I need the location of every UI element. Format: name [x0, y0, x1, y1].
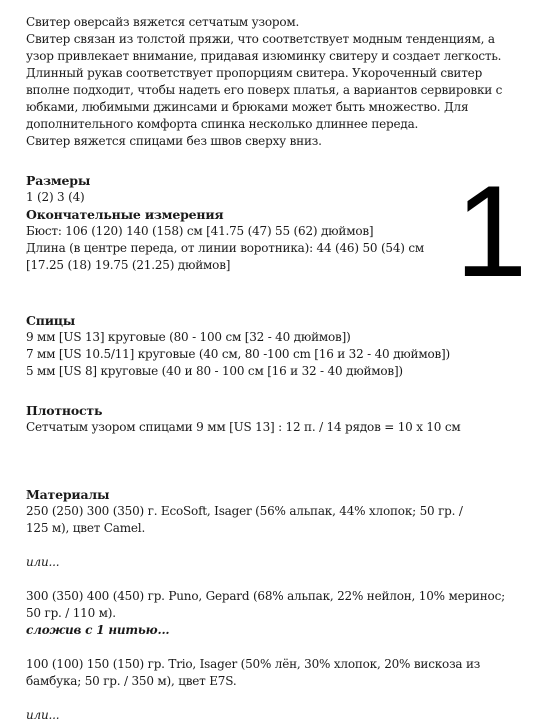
intro-line: Свитер вяжется спицами без швов сверху вниз. [26, 134, 322, 148]
gauge-section [26, 402, 536, 436]
material-option-3-cont: бамбука; 50 гр. / 350 м), цвет E7S. [26, 674, 237, 688]
sizes-heading: Размеры [26, 173, 91, 188]
page-number: 1 [455, 158, 528, 304]
intro-paragraph [26, 14, 536, 150]
needle-item: 9 мм [US 13] круговые (80 - 100 см [32 - 40 дюймов]) [26, 330, 351, 344]
gauge-heading: Плотность [26, 403, 103, 418]
needle-item: 5 мм [US 8] круговые (40 и 80 - 100 см [16 и 32 - 40 дюймов]) [26, 364, 403, 378]
material-option-2-cont: 50 гр. / 110 м). [26, 606, 116, 620]
material-option-2: 300 (350) 400 (450) гр. Puno, Gepard (68% альпак, 22% нейлон, 10% меринос; [26, 589, 505, 603]
material-option-1: 250 (250) 300 (350) г. EcoSoft, Isager (56% альпак, 44% хлопок; 50 гр. / [26, 504, 463, 518]
bust-measurement: Бюст: 106 (120) 140 (158) см [41.75 (47) 55 (62) дюймов] [26, 224, 374, 238]
intro-line: дополнительного комфорта спинка несколько длиннее переда. [26, 117, 419, 131]
length-measurement: Длина (в центре переда, от линии воротника): 44 (46) 50 (54) см [26, 241, 425, 255]
measurements-heading: Окончательные измерения [26, 207, 224, 222]
intro-line: узор привлекает внимание, придавая изюминку свитеру и создает легкость. [26, 49, 502, 63]
needles-section [26, 312, 536, 380]
materials-heading: Материалы [26, 487, 110, 502]
sizes-values: 1 (2) 3 (4) [26, 190, 85, 204]
materials-section [26, 486, 536, 724]
intro-line: Свитер оверсайз вяжется сетчатым узором. [26, 15, 300, 29]
gauge-text: Сетчатым узором спицами 9 мм [US 13] : 12 п. / 14 рядов = 10 х 10 см [26, 420, 461, 434]
intro-line: Длинный рукав соответствует пропорциям свитера. Укороченный свитер [26, 66, 483, 80]
intro-line: юбками, любимыми джинсами и брюками может быть множество. Для [26, 100, 469, 114]
intro-line: Свитер связан из толстой пряжи, что соответствует модным тенденциям, а [26, 32, 495, 46]
length-measurement-inches: [17.25 (18) 19.75 (21.25) дюймов] [26, 258, 231, 272]
needles-heading: Спицы [26, 313, 76, 328]
held-together-note: сложив с 1 нитью... [26, 623, 170, 637]
or-note: или... [26, 708, 60, 722]
pattern-page [26, 14, 536, 724]
intro-line: вполне подходит, чтобы надеть его поверх платья, а вариантов сервировки с [26, 83, 503, 97]
needle-item: 7 мм [US 10.5/11] круговые (40 см, 80 -100 cm [16 и 32 - 40 дюймов]) [26, 347, 451, 361]
material-option-3: 100 (100) 150 (150) гр. Trio, Isager (50% лён, 30% хлопок, 20% вискоза из [26, 657, 481, 671]
material-option-1-cont: 125 м), цвет Camel. [26, 521, 146, 535]
or-note: или... [26, 555, 60, 569]
